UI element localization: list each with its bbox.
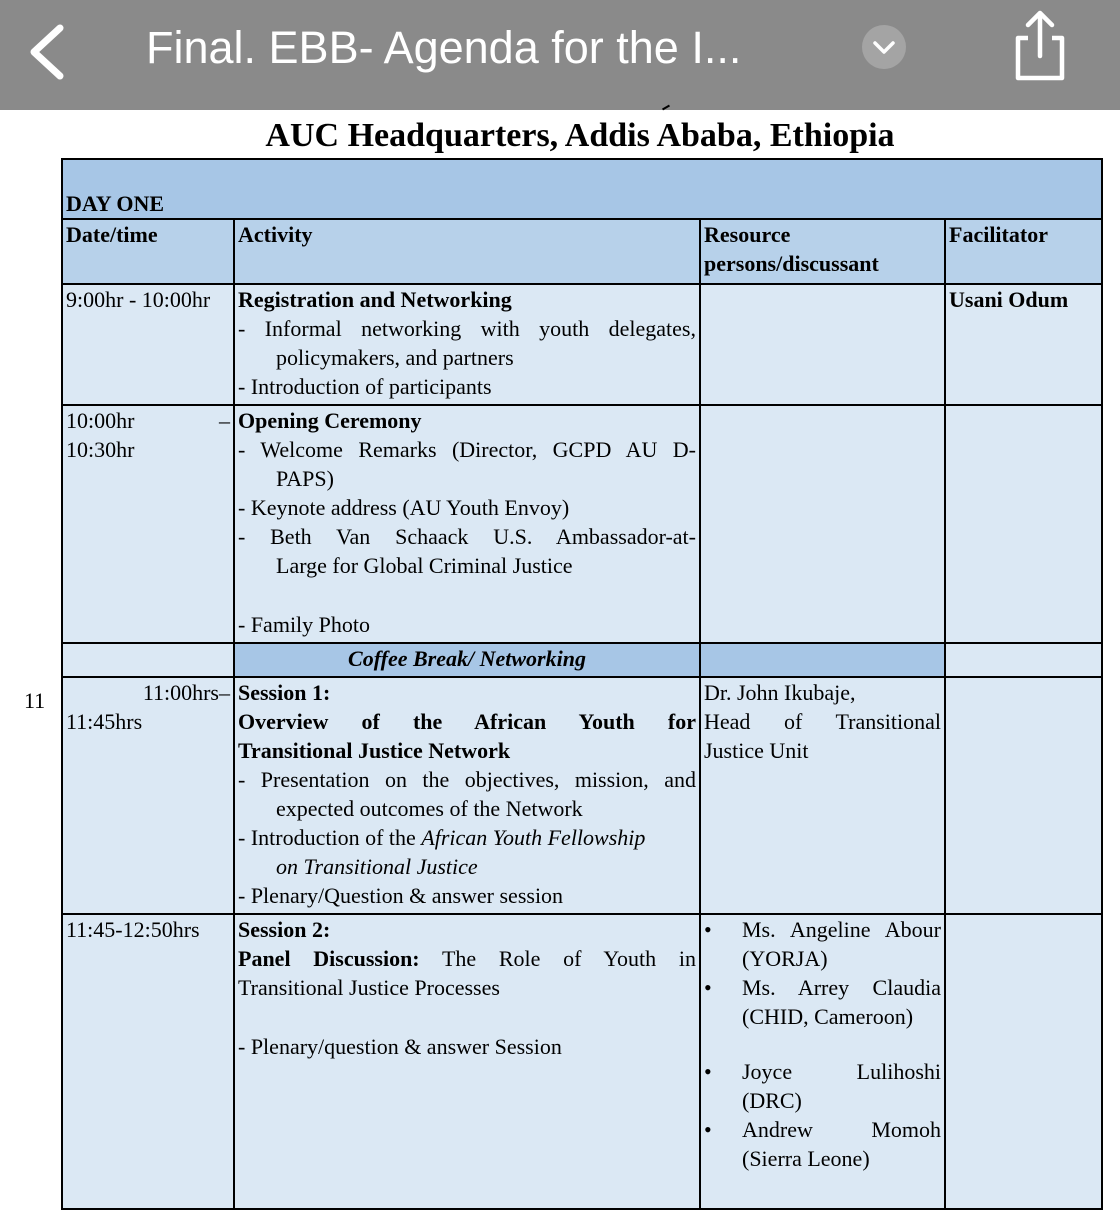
time-cell xyxy=(62,677,234,914)
activity-item: PAPS) xyxy=(276,466,334,491)
resource-cell xyxy=(700,677,945,914)
spacer xyxy=(238,580,696,610)
column-header-resource: Resource persons/discussant xyxy=(700,219,945,284)
activity-item: expected outcomes of the Network xyxy=(276,796,583,821)
resource-cell xyxy=(700,405,945,643)
activity-item-text: - Introduction of the xyxy=(238,825,422,850)
activity-item: - Introduction of participants xyxy=(238,374,492,399)
activity-item: - Beth Van Schaack U.S. Ambassador-at- xyxy=(238,524,696,549)
activity-item: Large for Global Criminal Justice xyxy=(276,553,573,578)
resource-cell xyxy=(700,914,945,1209)
resource-person: Dr. John Ikubaje, xyxy=(704,680,856,705)
panel-line xyxy=(238,944,696,973)
panel-label: Panel Discussion: xyxy=(238,946,420,971)
agenda-row-session1 xyxy=(62,677,1102,914)
share-icon xyxy=(1008,8,1072,84)
share-button[interactable] xyxy=(1008,8,1072,84)
activity-item: - Keynote address (AU Youth Envoy) xyxy=(238,495,570,520)
activity-item-emphasis: African Youth Fellowship xyxy=(421,825,646,850)
document-heading: AUC Headquarters, Addis Ababa, Ethiopia xyxy=(265,117,895,154)
activity-item: - Plenary/question & answer Session xyxy=(238,1034,562,1059)
column-header-facilitator: Facilitator xyxy=(945,219,1102,284)
resource-cell xyxy=(700,643,945,677)
activity-title: Opening Ceremony xyxy=(238,408,422,433)
panelist-name: • Andrew Momoh xyxy=(704,1115,941,1144)
time-start: 10:00hr xyxy=(66,408,135,433)
time-cell xyxy=(62,405,234,643)
chevron-down-icon xyxy=(862,25,906,69)
panelist-org: (Sierra Leone) xyxy=(742,1146,870,1171)
activity-item: on Transitional Justice xyxy=(276,854,478,879)
top-bar xyxy=(0,0,1120,110)
title-dropdown-button[interactable] xyxy=(862,25,906,69)
coffee-break-label: Coffee Break/ Networking xyxy=(234,643,700,677)
session-label: Session 1: xyxy=(238,680,331,705)
activity-item: policymakers, and partners xyxy=(276,345,514,370)
chevron-left-icon xyxy=(18,22,78,82)
panelist-name: • Ms. Arrey Claudia xyxy=(704,973,941,1002)
agenda-row-coffee xyxy=(62,643,1102,677)
activity-item xyxy=(238,823,696,852)
time-cell xyxy=(62,643,234,677)
activity-title: Registration and Networking xyxy=(238,287,512,312)
time-end: 11:45hrs xyxy=(66,709,143,734)
page-margin-number: 11 xyxy=(24,688,46,713)
panelist-org: (YORJA) xyxy=(742,946,828,971)
panel-text: The Role of Youth in xyxy=(419,946,696,971)
agenda-table xyxy=(61,158,1103,1210)
column-header-activity: Activity xyxy=(234,219,700,284)
activity-item: - Plenary/Question & answer session xyxy=(238,883,564,908)
resource-cell xyxy=(700,284,945,405)
activity-cell xyxy=(234,677,700,914)
activity-item: - Presentation on the objectives, mission, and xyxy=(238,767,696,792)
activity-item: - Family Photo xyxy=(238,612,371,637)
panelist-name: • Ms. Angeline Abour xyxy=(704,915,941,944)
time-start: 11:00hrs– xyxy=(142,680,230,705)
session-title: Overview of the African Youth for xyxy=(238,709,696,734)
agenda-row-opening xyxy=(62,405,1102,643)
agenda-row-registration xyxy=(62,284,1102,405)
day-label: DAY ONE xyxy=(62,159,1102,219)
time-end: 10:30hr xyxy=(66,437,135,462)
activity-item: - Welcome Remarks (Director, GCPD AU D- xyxy=(238,437,696,462)
facilitator-cell xyxy=(945,677,1102,914)
facilitator-cell: Usani Odum xyxy=(945,284,1102,405)
panelist-org: (DRC) xyxy=(742,1088,802,1113)
activity-item: - Informal networking with youth delegates, xyxy=(238,316,696,341)
spacer xyxy=(238,1002,696,1032)
column-header-row xyxy=(62,219,1102,284)
time-dash: – xyxy=(219,408,230,433)
panel-line: Transitional Justice Processes xyxy=(238,975,500,1000)
resource-person: Justice Unit xyxy=(704,738,809,763)
facilitator-cell xyxy=(945,405,1102,643)
spacer xyxy=(704,1031,941,1057)
time-cell: 11:45-12:50hrs xyxy=(62,914,234,1209)
panelist-name: • Joyce Lulihoshi xyxy=(704,1057,941,1086)
back-button[interactable] xyxy=(18,22,78,82)
session-label: Session 2: xyxy=(238,917,331,942)
facilitator-cell xyxy=(945,643,1102,677)
facilitator-cell xyxy=(945,914,1102,1209)
session-title: Transitional Justice Network xyxy=(238,738,511,763)
activity-cell xyxy=(234,914,700,1209)
column-header-datetime: Date/time xyxy=(62,219,234,284)
activity-cell xyxy=(234,405,700,643)
panelist-org: (CHID, Cameroon) xyxy=(742,1004,914,1029)
agenda-row-session2 xyxy=(62,914,1102,1209)
time-cell: 9:00hr - 10:00hr xyxy=(62,284,234,405)
activity-cell xyxy=(234,284,700,405)
resource-person: Head of Transitional xyxy=(704,709,941,734)
day-header-row xyxy=(62,159,1102,219)
document-title: Final. EBB- Agenda for the I... xyxy=(146,22,742,73)
